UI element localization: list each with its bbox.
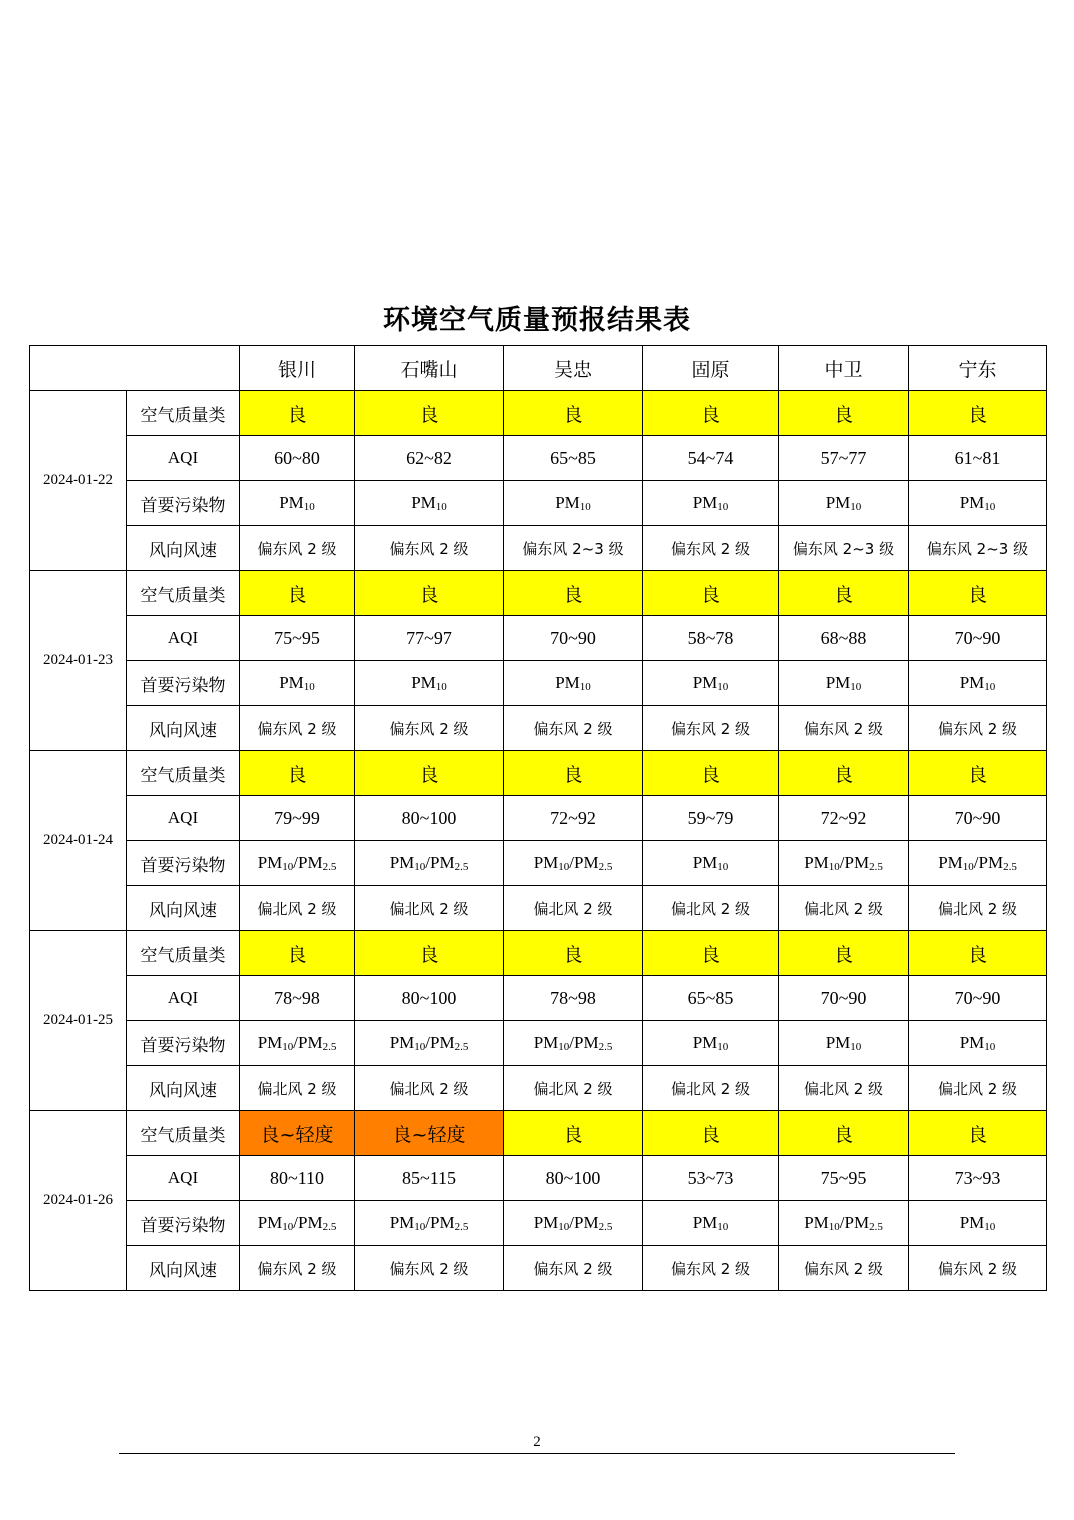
aqi-range-cell: 78~98 [504, 976, 643, 1021]
primary-pollutant-cell: $PM_{10}$ [643, 1201, 779, 1246]
aqi-range-cell: 85~115 [355, 1156, 504, 1201]
forecast-row-wind [30, 1246, 1047, 1291]
forecast-row-grade [30, 931, 1047, 976]
row-label-grade: 空气质量类 [127, 391, 240, 436]
forecast-row-grade [30, 571, 1047, 616]
aqi-range-cell: 72~92 [779, 796, 909, 841]
primary-pollutant-cell: $PM_{10}$ [643, 661, 779, 706]
forecast-row-aqi [30, 1156, 1047, 1201]
air-quality-grade-cell: 良 [643, 931, 779, 976]
wind-cell: 偏北风 2 级 [643, 1066, 779, 1111]
wind-cell: 偏东风 2 级 [240, 706, 355, 751]
air-quality-grade-cell: 良 [779, 931, 909, 976]
aqi-range-cell: 68~88 [779, 616, 909, 661]
wind-cell: 偏东风 2 级 [355, 526, 504, 571]
city-header: 石嘴山 [355, 346, 504, 391]
row-label-wind: 风向风速 [127, 526, 240, 571]
row-label-wind: 风向风速 [127, 1066, 240, 1111]
aqi-range-cell: 70~90 [909, 616, 1047, 661]
primary-pollutant-cell: $PM_{10}/PM_{2.5}$ [240, 841, 355, 886]
row-label-pollutant: 首要污染物 [127, 661, 240, 706]
wind-cell: 偏东风 2 级 [909, 706, 1047, 751]
primary-pollutant-cell: $PM_{10}/PM_{2.5}$ [240, 1201, 355, 1246]
primary-pollutant-cell: $PM_{10}$ [909, 1021, 1047, 1066]
aqi-range-cell: 80~100 [355, 976, 504, 1021]
air-quality-grade-cell: 良~轻度 [355, 1111, 504, 1156]
aqi-range-cell: 59~79 [643, 796, 779, 841]
primary-pollutant-cell: $PM_{10}/PM_{2.5}$ [355, 841, 504, 886]
aqi-range-cell: 80~100 [355, 796, 504, 841]
aqi-range-cell: 78~98 [240, 976, 355, 1021]
row-label-pollutant: 首要污染物 [127, 841, 240, 886]
aqi-range-cell: 53~73 [643, 1156, 779, 1201]
report-title: 环境空气质量预报结果表 [383, 305, 691, 336]
row-label-wind: 风向风速 [127, 886, 240, 931]
air-quality-grade-cell: 良 [355, 931, 504, 976]
date-cell: 2024-01-25 [30, 931, 127, 1111]
wind-cell: 偏东风 2~3 级 [779, 526, 909, 571]
primary-pollutant-cell: $PM_{10}/PM_{2.5}$ [504, 1021, 643, 1066]
wind-cell: 偏东风 2 级 [240, 1246, 355, 1291]
city-header: 固原 [643, 346, 779, 391]
primary-pollutant-cell: $PM_{10}$ [779, 661, 909, 706]
aqi-range-cell: 80~110 [240, 1156, 355, 1201]
forecast-row-grade [30, 391, 1047, 436]
primary-pollutant-cell: $PM_{10}$ [643, 1021, 779, 1066]
aqi-range-cell: 62~82 [355, 436, 504, 481]
air-quality-grade-cell: 良 [643, 391, 779, 436]
wind-cell: 偏东风 2 级 [779, 706, 909, 751]
forecast-row-pollutant [30, 841, 1047, 886]
page-number: 2 [533, 1434, 541, 1450]
primary-pollutant-cell: $PM_{10}/PM_{2.5}$ [240, 1021, 355, 1066]
city-header: 中卫 [779, 346, 909, 391]
primary-pollutant-cell: $PM_{10}/PM_{2.5}$ [504, 841, 643, 886]
wind-cell: 偏东风 2 级 [909, 1246, 1047, 1291]
row-label-pollutant: 首要污染物 [127, 1021, 240, 1066]
air-quality-grade-cell: 良 [504, 391, 643, 436]
air-quality-grade-cell: 良 [643, 1111, 779, 1156]
wind-cell: 偏北风 2 级 [355, 1066, 504, 1111]
air-quality-grade-cell: 良 [355, 391, 504, 436]
wind-cell: 偏北风 2 级 [240, 886, 355, 931]
primary-pollutant-cell: $PM_{10}$ [643, 481, 779, 526]
wind-cell: 偏东风 2 级 [779, 1246, 909, 1291]
forecast-row-wind [30, 706, 1047, 751]
row-label-aqi: AQI [127, 616, 240, 661]
forecast-row-aqi [30, 436, 1047, 481]
wind-cell: 偏东风 2 级 [355, 1246, 504, 1291]
forecast-row-grade [30, 1111, 1047, 1156]
aqi-range-cell: 75~95 [779, 1156, 909, 1201]
row-label-aqi: AQI [127, 796, 240, 841]
forecast-row-aqi [30, 796, 1047, 841]
forecast-row-pollutant [30, 1021, 1047, 1066]
air-quality-grade-cell: 良 [779, 391, 909, 436]
primary-pollutant-cell: $PM_{10}$ [909, 661, 1047, 706]
wind-cell: 偏北风 2 级 [779, 886, 909, 931]
row-label-aqi: AQI [127, 976, 240, 1021]
forecast-row-wind [30, 1066, 1047, 1111]
air-quality-grade-cell: 良 [909, 931, 1047, 976]
forecast-table [29, 345, 1047, 1291]
wind-cell: 偏东风 2 级 [240, 526, 355, 571]
primary-pollutant-cell: $PM_{10}/PM_{2.5}$ [355, 1021, 504, 1066]
footer-rule [119, 1453, 955, 1454]
air-quality-grade-cell: 良 [240, 391, 355, 436]
primary-pollutant-cell: $PM_{10}$ [779, 481, 909, 526]
wind-cell: 偏东风 2~3 级 [504, 526, 643, 571]
air-quality-grade-cell: 良 [504, 571, 643, 616]
date-cell: 2024-01-26 [30, 1111, 127, 1291]
wind-cell: 偏东风 2~3 级 [909, 526, 1047, 571]
wind-cell: 偏东风 2 级 [355, 706, 504, 751]
aqi-range-cell: 80~100 [504, 1156, 643, 1201]
air-quality-grade-cell: 良 [779, 571, 909, 616]
aqi-range-cell: 57~77 [779, 436, 909, 481]
aqi-range-cell: 77~97 [355, 616, 504, 661]
aqi-range-cell: 58~78 [643, 616, 779, 661]
aqi-range-cell: 79~99 [240, 796, 355, 841]
aqi-range-cell: 70~90 [909, 796, 1047, 841]
forecast-row-pollutant [30, 481, 1047, 526]
air-quality-grade-cell: 良 [643, 751, 779, 796]
wind-cell: 偏北风 2 级 [355, 886, 504, 931]
primary-pollutant-cell: $PM_{10}/PM_{2.5}$ [355, 1201, 504, 1246]
air-quality-grade-cell: 良 [504, 751, 643, 796]
wind-cell: 偏东风 2 级 [504, 1246, 643, 1291]
row-label-pollutant: 首要污染物 [127, 1201, 240, 1246]
row-label-grade: 空气质量类 [127, 1111, 240, 1156]
primary-pollutant-cell: $PM_{10}$ [909, 481, 1047, 526]
aqi-range-cell: 73~93 [909, 1156, 1047, 1201]
row-label-grade: 空气质量类 [127, 571, 240, 616]
aqi-range-cell: 70~90 [504, 616, 643, 661]
air-quality-grade-cell: 良 [779, 1111, 909, 1156]
primary-pollutant-cell: $PM_{10}/PM_{2.5}$ [909, 841, 1047, 886]
row-label-pollutant: 首要污染物 [127, 481, 240, 526]
header-corner-cell [30, 346, 240, 391]
wind-cell: 偏东风 2 级 [504, 706, 643, 751]
aqi-range-cell: 54~74 [643, 436, 779, 481]
primary-pollutant-cell: $PM_{10}$ [355, 481, 504, 526]
wind-cell: 偏北风 2 级 [909, 886, 1047, 931]
primary-pollutant-cell: $PM_{10}$ [355, 661, 504, 706]
forecast-row-pollutant [30, 661, 1047, 706]
aqi-range-cell: 70~90 [909, 976, 1047, 1021]
city-header: 吴忠 [504, 346, 643, 391]
date-cell: 2024-01-23 [30, 571, 127, 751]
row-label-aqi: AQI [127, 436, 240, 481]
forecast-row-aqi [30, 976, 1047, 1021]
primary-pollutant-cell: $PM_{10}/PM_{2.5}$ [504, 1201, 643, 1246]
wind-cell: 偏北风 2 级 [779, 1066, 909, 1111]
wind-cell: 偏北风 2 级 [909, 1066, 1047, 1111]
wind-cell: 偏北风 2 级 [504, 886, 643, 931]
primary-pollutant-cell: $PM_{10}$ [779, 1021, 909, 1066]
primary-pollutant-cell: $PM_{10}$ [504, 661, 643, 706]
air-quality-grade-cell: 良~轻度 [240, 1111, 355, 1156]
aqi-range-cell: 60~80 [240, 436, 355, 481]
air-quality-grade-cell: 良 [355, 751, 504, 796]
primary-pollutant-cell: $PM_{10}$ [504, 481, 643, 526]
primary-pollutant-cell: $PM_{10}$ [909, 1201, 1047, 1246]
aqi-range-cell: 70~90 [779, 976, 909, 1021]
forecast-row-wind [30, 526, 1047, 571]
primary-pollutant-cell: $PM_{10}/PM_{2.5}$ [779, 1201, 909, 1246]
row-label-wind: 风向风速 [127, 706, 240, 751]
air-quality-grade-cell: 良 [779, 751, 909, 796]
wind-cell: 偏北风 2 级 [240, 1066, 355, 1111]
row-label-grade: 空气质量类 [127, 931, 240, 976]
air-quality-grade-cell: 良 [909, 751, 1047, 796]
wind-cell: 偏北风 2 级 [504, 1066, 643, 1111]
air-quality-grade-cell: 良 [355, 571, 504, 616]
primary-pollutant-cell: $PM_{10}$ [240, 661, 355, 706]
air-quality-grade-cell: 良 [240, 571, 355, 616]
primary-pollutant-cell: $PM_{10}$ [240, 481, 355, 526]
aqi-range-cell: 75~95 [240, 616, 355, 661]
aqi-range-cell: 65~85 [504, 436, 643, 481]
air-quality-grade-cell: 良 [909, 391, 1047, 436]
air-quality-grade-cell: 良 [504, 931, 643, 976]
wind-cell: 偏北风 2 级 [643, 886, 779, 931]
city-header: 宁东 [909, 346, 1047, 391]
air-quality-grade-cell: 良 [643, 571, 779, 616]
air-quality-grade-cell: 良 [909, 1111, 1047, 1156]
forecast-row-wind [30, 886, 1047, 931]
wind-cell: 偏东风 2 级 [643, 526, 779, 571]
aqi-range-cell: 65~85 [643, 976, 779, 1021]
aqi-range-cell: 61~81 [909, 436, 1047, 481]
city-header: 银川 [240, 346, 355, 391]
primary-pollutant-cell: $PM_{10}/PM_{2.5}$ [779, 841, 909, 886]
aqi-range-cell: 72~92 [504, 796, 643, 841]
row-label-wind: 风向风速 [127, 1246, 240, 1291]
date-cell: 2024-01-24 [30, 751, 127, 931]
date-cell: 2024-01-22 [30, 391, 127, 571]
header-row [30, 346, 1047, 391]
air-quality-grade-cell: 良 [240, 931, 355, 976]
forecast-row-pollutant [30, 1201, 1047, 1246]
primary-pollutant-cell: $PM_{10}$ [643, 841, 779, 886]
forecast-row-grade [30, 751, 1047, 796]
air-quality-grade-cell: 良 [240, 751, 355, 796]
forecast-body [30, 346, 1047, 1291]
forecast-row-aqi [30, 616, 1047, 661]
air-quality-grade-cell: 良 [909, 571, 1047, 616]
wind-cell: 偏东风 2 级 [643, 1246, 779, 1291]
row-label-grade: 空气质量类 [127, 751, 240, 796]
air-quality-grade-cell: 良 [504, 1111, 643, 1156]
wind-cell: 偏东风 2 级 [643, 706, 779, 751]
row-label-aqi: AQI [127, 1156, 240, 1201]
